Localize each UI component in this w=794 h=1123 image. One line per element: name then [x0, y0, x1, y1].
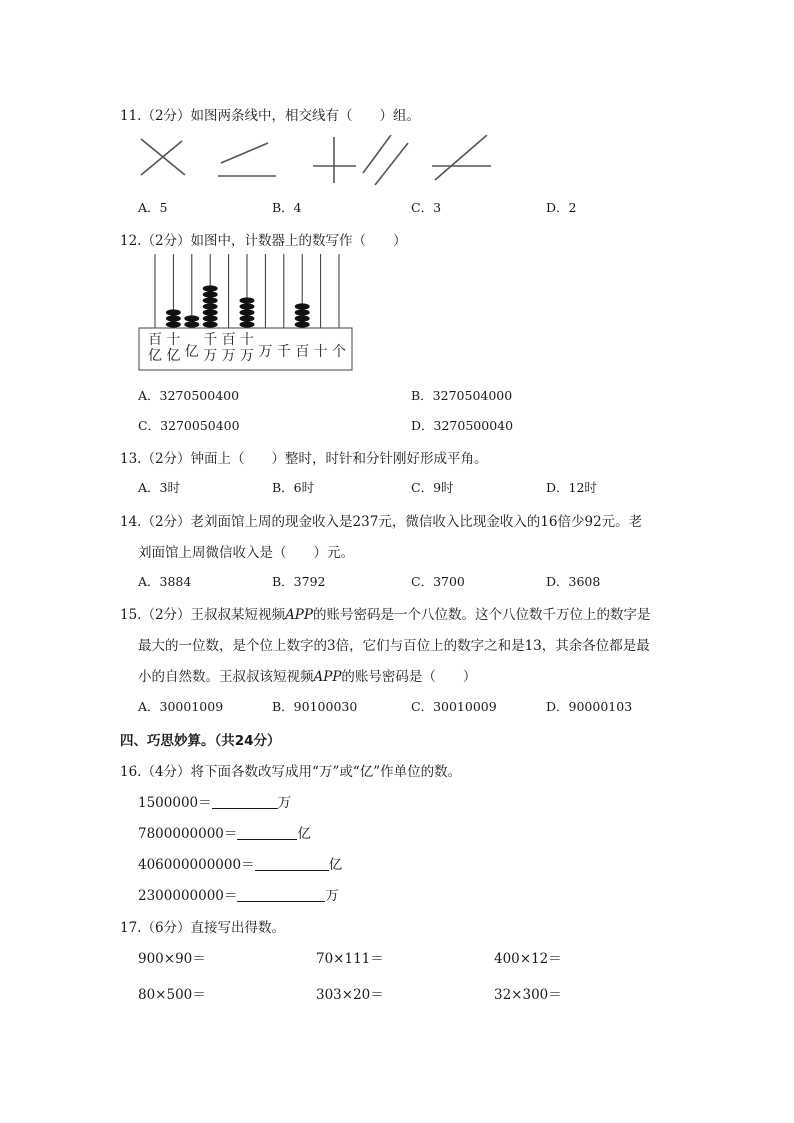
q14-text-line1: 14.（2分）老刘面馆上周的现金收入是237元，微信收入比现金收入的16倍少92元。老: [120, 514, 643, 530]
abacus-bead: [184, 315, 199, 321]
q15-option-b[interactable]: B．90100030: [272, 699, 358, 714]
section-4-title: 四、巧思妙算。（共24分）: [120, 733, 281, 749]
abacus-place-label: 个: [332, 344, 346, 360]
abacus-bead: [203, 321, 218, 327]
abacus-bead: [240, 315, 255, 321]
abacus-bead: [295, 315, 310, 321]
line-pair-5a: [435, 135, 487, 180]
abacus-bead: [295, 321, 310, 327]
abacus-place-label: 亿: [148, 348, 162, 364]
abacus-bead: [166, 309, 181, 315]
q14-option-b[interactable]: B．3792: [272, 574, 326, 589]
abacus-bead: [240, 297, 255, 303]
abacus-bead: [166, 321, 181, 327]
app-term: APP: [285, 607, 313, 623]
q13-option-d[interactable]: D．12时: [546, 480, 597, 495]
abacus-place-label: 百: [221, 332, 236, 348]
q16-item-2: 7800000000＝ 亿: [138, 826, 311, 842]
abacus-place-label: 亿: [184, 344, 199, 360]
q11-option-d[interactable]: D．2: [546, 200, 577, 215]
q13-text: 13.（2分）钟面上（ ）整时，时针和分针刚好形成平角。: [120, 451, 488, 467]
abacus-place-label: 万: [203, 348, 218, 364]
answer-blank[interactable]: [237, 887, 325, 902]
q17-item-5: 303×20＝: [316, 987, 384, 1003]
abacus-bead: [240, 309, 255, 315]
q15-option-c[interactable]: C．30010009: [411, 699, 497, 714]
abacus-bead: [240, 321, 255, 327]
abacus-place-label: 十: [313, 344, 328, 360]
q13-option-a[interactable]: A．3时: [138, 480, 180, 495]
q12-option-d[interactable]: D．3270500040: [411, 418, 514, 433]
q12-text: 12.（2分）如图中，计数器上的数写作（ ）: [120, 233, 407, 249]
q16-item-1: 1500000＝ 万: [138, 795, 292, 811]
intersecting-lines-figure: [135, 135, 495, 187]
q12-option-c[interactable]: C．3270050400: [138, 418, 240, 433]
q17-item-3: 400×12＝: [494, 951, 562, 967]
q16-item-3: 406000000000＝ 亿: [138, 857, 343, 873]
q15-text-line3: 小的自然数。王叔叔该短视频APP的账号密码是（ ）: [138, 669, 477, 685]
line-pair-2a: [221, 143, 268, 163]
abacus-place-label: 百: [148, 332, 162, 348]
app-term: APP: [313, 669, 342, 685]
abacus-bead: [166, 315, 181, 321]
abacus-bead: [203, 291, 218, 297]
line-pair-1b: [141, 141, 182, 175]
abacus-figure: [138, 254, 354, 372]
q17-item-4: 80×500＝: [138, 987, 206, 1003]
q11-option-a[interactable]: A．5: [138, 200, 168, 215]
q11-text: 11.（2分）如图两条线中，相交线有（ ）组。: [120, 108, 421, 124]
abacus-bead: [184, 321, 199, 327]
line-pair-4a: [363, 135, 391, 173]
abacus-bead: [295, 309, 310, 315]
abacus-place-label: 百: [295, 344, 310, 360]
q14-text-line2: 刘面馆上周微信收入是（ ）元。: [138, 545, 354, 561]
q17-item-1: 900×90＝: [138, 951, 206, 967]
q17-item-6: 32×300＝: [494, 987, 562, 1003]
q13-option-b[interactable]: B．6时: [272, 480, 315, 495]
abacus-place-label: 千: [276, 344, 291, 360]
abacus-place-label: 千: [203, 332, 218, 348]
q11-option-b[interactable]: B．4: [272, 200, 302, 215]
q16-text: 16.（4分）将下面各数改写成用“万”或“亿”作单位的数。: [120, 764, 462, 780]
abacus-bead: [203, 297, 218, 303]
abacus-place-label: 万: [240, 348, 254, 364]
answer-blank[interactable]: [237, 825, 297, 840]
q15-option-d[interactable]: D．90000103: [546, 699, 633, 714]
q15-text-line1: 15.（2分）王叔叔某短视频APP的账号密码是一个八位数。这个八位数千万位上的数字是: [120, 607, 651, 623]
q12-option-a[interactable]: A．3270500400: [138, 388, 240, 403]
q11-option-c[interactable]: C．3: [411, 200, 442, 215]
abacus-bead: [203, 303, 218, 309]
abacus-bead: [203, 285, 218, 291]
abacus-bead: [295, 303, 310, 309]
abacus-bead: [203, 309, 218, 315]
q12-option-b[interactable]: B．3270504000: [411, 388, 513, 403]
abacus-place-label: 十: [166, 332, 181, 348]
q14-option-c[interactable]: C．3700: [411, 574, 465, 589]
abacus-bead: [240, 303, 255, 309]
q14-option-d[interactable]: D．3608: [546, 574, 601, 589]
q15-option-a[interactable]: A．30001009: [138, 699, 224, 714]
abacus-place-label: 亿: [166, 348, 181, 364]
q15-text-line2: 最大的一位数，是个位上数字的3倍，它们与百位上的数字之和是13，其余各位都是最: [138, 638, 650, 654]
q16-item-4: 2300000000＝ 万: [138, 888, 339, 904]
q17-item-2: 70×111＝: [316, 951, 384, 967]
abacus-bead: [203, 315, 218, 321]
abacus-place-label: 万: [221, 348, 236, 364]
answer-blank[interactable]: [255, 856, 329, 871]
answer-blank[interactable]: [212, 794, 278, 809]
q14-option-a[interactable]: A．3884: [138, 574, 192, 589]
abacus-place-label: 万: [258, 344, 273, 360]
abacus-place-label: 十: [240, 332, 254, 348]
q17-text: 17.（6分）直接写出得数。: [120, 920, 286, 936]
q13-option-c[interactable]: C．9时: [411, 480, 454, 495]
